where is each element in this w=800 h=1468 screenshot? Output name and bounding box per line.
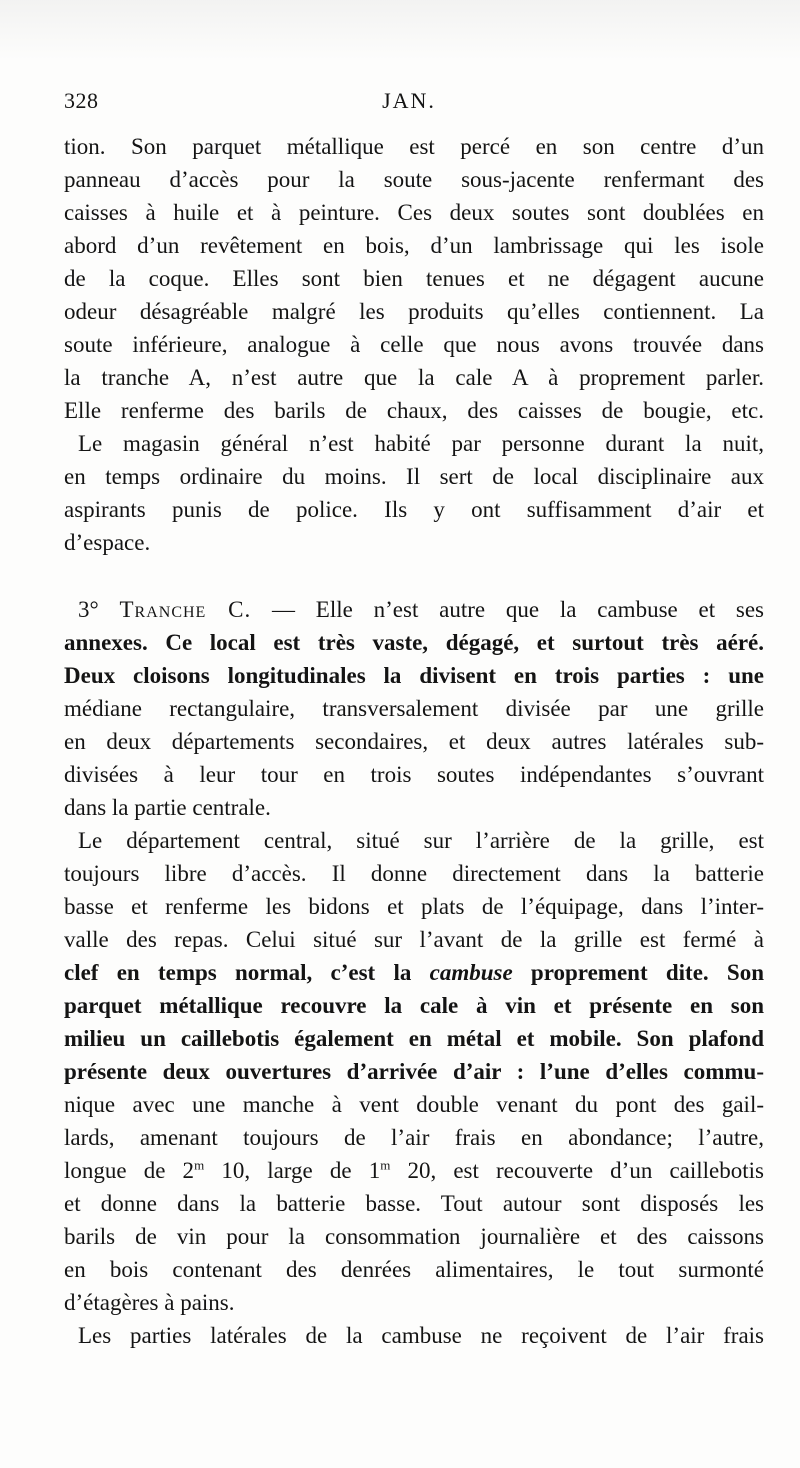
unit-superscript: m xyxy=(380,1157,391,1173)
page-header xyxy=(64,88,754,120)
text-line: d’étagères à pains. xyxy=(64,1290,235,1315)
text-line: en bois contenant des denrées alimentaires, le tout surmonté xyxy=(64,1257,764,1282)
section-gap xyxy=(64,559,764,593)
section-title: Tranche C. xyxy=(119,597,252,622)
text-fragment: longue de 2 xyxy=(64,1158,195,1183)
text-line: en deux départements secondaires, et deux autres latérales sub- xyxy=(64,729,764,754)
body-text xyxy=(64,130,764,1352)
text-line: dans la partie centrale. xyxy=(64,795,271,820)
text-line: toujours libre d’accès. Il donne directement dans la batterie xyxy=(64,861,764,886)
text-line: Le département central, situé sur l’arrière de la grille, est xyxy=(78,828,764,853)
text-line: la tranche A, n’est autre que la cale A à proprement parler. xyxy=(64,365,764,390)
text-line: aspirants punis de police. Ils y ont suffisamment d’air et xyxy=(64,497,764,522)
text-line: odeur désagréable malgré les produits qu’elles contiennent. La xyxy=(64,299,764,324)
text-fragment: 20, est recouverte d’un caillebotis xyxy=(390,1158,764,1183)
text-line: panneau d’accès pour la soute sous-jacente renfermant des xyxy=(64,167,764,192)
text-fragment: proprement dite. Son xyxy=(512,960,764,985)
text-line: d’espace. xyxy=(64,530,151,555)
section-heading-line xyxy=(64,593,764,626)
text-fragment: — Elle n’est autre que la cambuse et ses xyxy=(251,597,764,622)
unit-superscript: m xyxy=(194,1157,205,1173)
text-line: et donne dans la batterie basse. Tout autour sont disposés les xyxy=(64,1191,764,1216)
page-edge-shadow xyxy=(0,0,800,60)
text-line: Deux cloisons longitudinales la divisent en trois parties : une xyxy=(64,663,764,688)
text-line: Elle renferme des barils de chaux, des caisses de bougie, etc. xyxy=(64,398,764,423)
text-line: tion. Son parquet métallique est percé en son centre d’un xyxy=(64,134,764,159)
text-line: caisses à huile et à peinture. Ces deux soutes sont doublées en xyxy=(64,200,764,225)
text-fragment: clef en temps normal, c’est la xyxy=(64,960,430,985)
text-line: lards, amenant toujours de l’air frais en abondance; l’autre, xyxy=(64,1125,764,1150)
text-line: de la coque. Elles sont bien tenues et ne dégagent aucune xyxy=(64,266,764,291)
page-number: 328 xyxy=(64,88,99,113)
text-line: Les parties latérales de la cambuse ne reçoivent de l’air frais xyxy=(78,1323,764,1348)
text-line xyxy=(64,956,764,989)
text-line: abord d’un revêtement en bois, d’un lambrissage qui les isole xyxy=(64,233,764,258)
text-line: basse et renferme les bidons et plats de l’équipage, dans l’inter- xyxy=(64,894,764,919)
text-line: divisées à leur tour en trois soutes indépendantes s’ouvrant xyxy=(64,762,764,787)
text-line: barils de vin pour la consommation journalière et des caissons xyxy=(64,1224,764,1249)
text-line: en temps ordinaire du moins. Il sert de local disciplinaire aux xyxy=(64,464,764,489)
text-line: nique avec une manche à vent double venant du pont des gail- xyxy=(64,1092,764,1117)
text-line: parquet métallique recouvre la cale à vin et présente en son xyxy=(64,993,764,1018)
text-line: annexes. Ce local est très vaste, dégagé, et surtout très aéré. xyxy=(64,630,764,655)
text-line: milieu un caillebotis également en métal et mobile. Son plafond xyxy=(64,1026,764,1051)
text-fragment: 10, large de 1 xyxy=(204,1158,381,1183)
running-head: JAN. xyxy=(382,88,436,113)
text-line: soute inférieure, analogue à celle que nous avons trouvée dans xyxy=(64,332,764,357)
text-line: Le magasin général n’est habité par personne durant la nuit, xyxy=(78,431,764,456)
text-line: présente deux ouvertures d’arrivée d’air : l’une d’elles commu- xyxy=(64,1059,764,1084)
text-line: valle des repas. Celui situé sur l’avant de la grille est fermé à xyxy=(64,927,764,952)
italic-term: cambuse xyxy=(429,960,513,985)
text-line: médiane rectangulaire, transversalement divisée par une grille xyxy=(64,696,764,721)
text-line xyxy=(64,1154,764,1187)
section-number: 3° xyxy=(78,597,99,622)
